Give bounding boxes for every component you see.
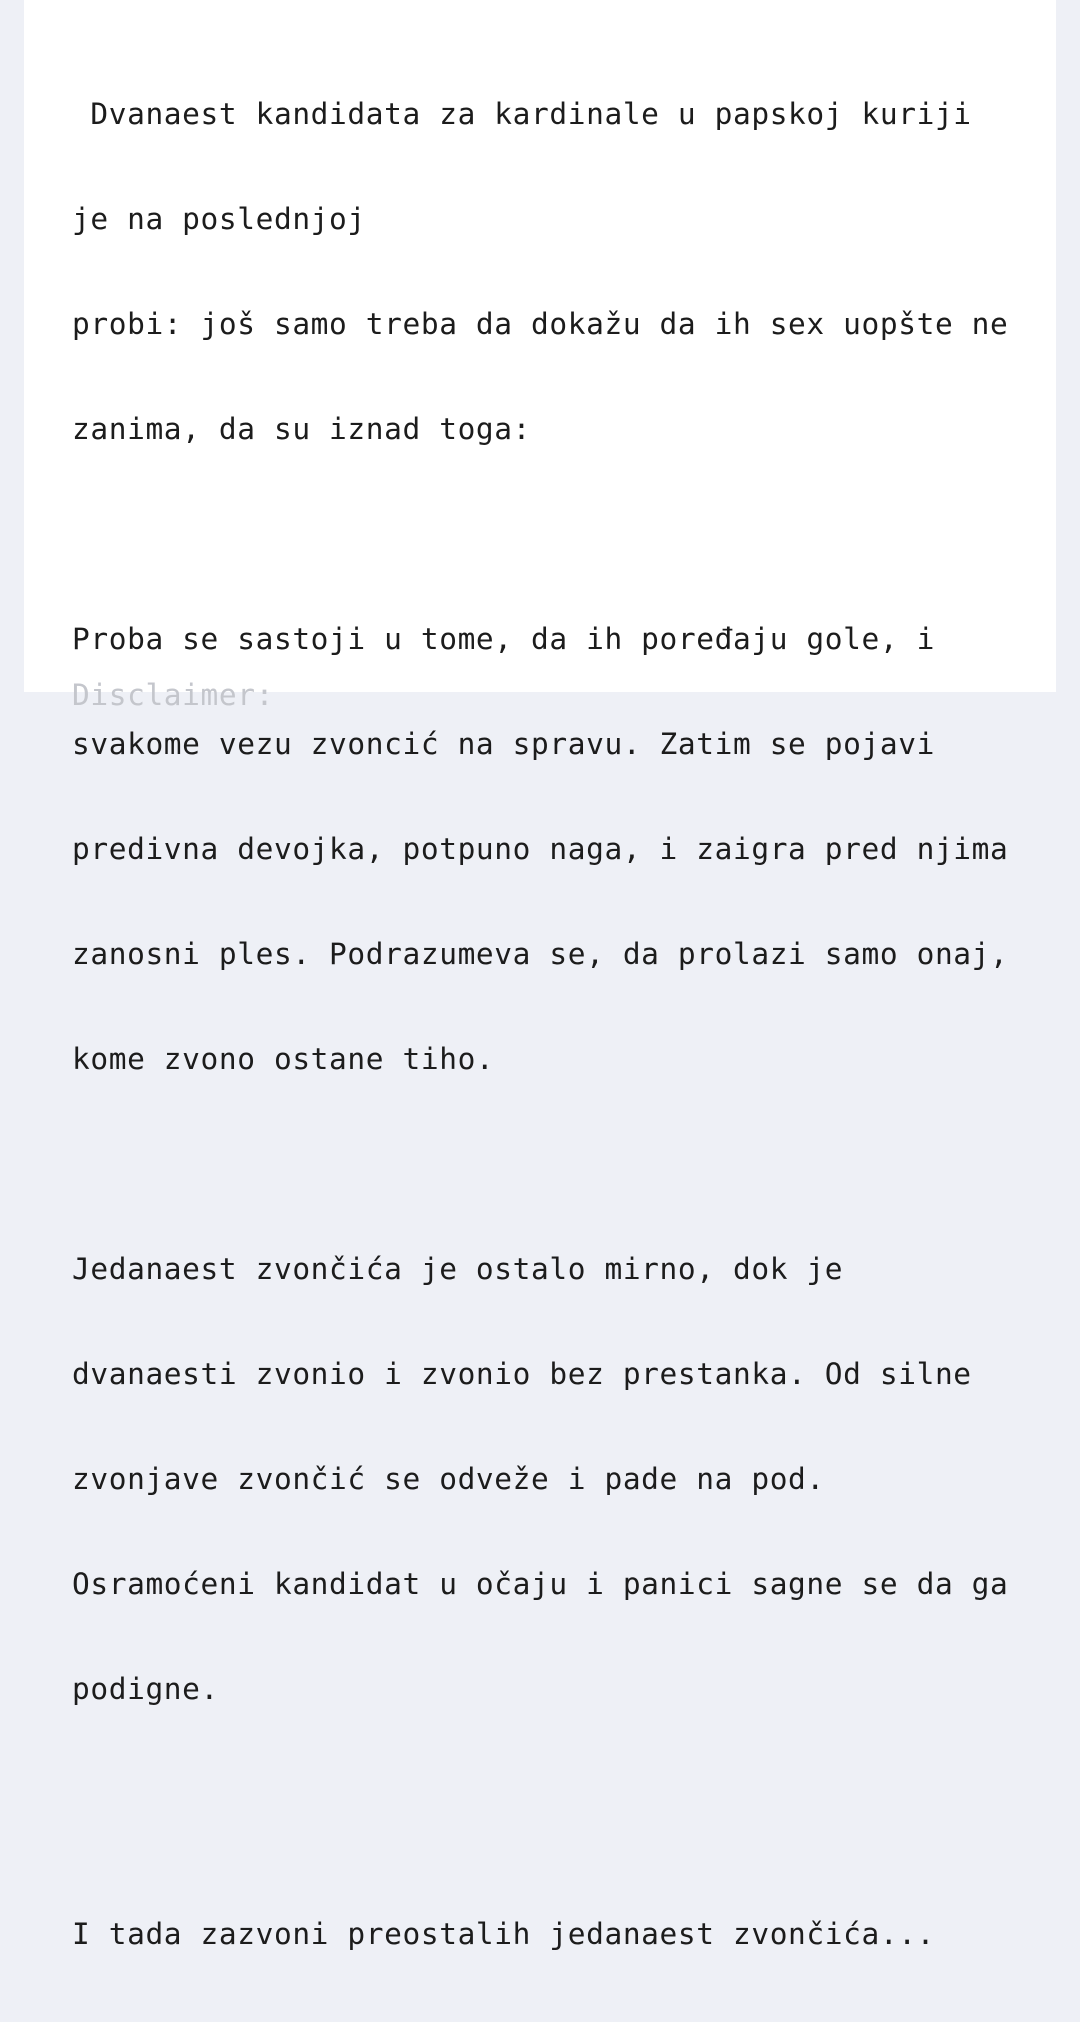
paragraph-2-line-1: Proba se sastoji u tome, da ih poređaju gole, i [72,622,935,656]
paragraph-gap [72,1147,1032,1182]
paragraph-1-line-1: Dvanaest kandidata za kardinale u papskoj kuriji [72,97,972,131]
paragraph-2-line-4: zanosni ples. Podrazumeva se, da prolazi samo onaj, [72,937,1009,971]
paragraph-3-line-4: Osramoćeni kandidat u očaju i panici sagne se da ga [72,1567,1009,1601]
disclaimer-cutoff: Disclaimer: [72,678,274,712]
paragraph-2-line-5: kome zvono ostane tiho. [72,1042,495,1076]
post-card [24,0,1056,1951]
paragraph-2-line-2: svakome vezu zvoncić na spravu. Zatim se pojavi [72,727,935,761]
paragraph-3-line-3: zvonjave zvončić se odveže i pade na pod. [72,1462,825,1496]
paragraph-gap [72,1777,1032,1847]
paragraph-1-line-4: zanima, da su iznad toga: [72,412,532,446]
paragraph-1-line-3: probi: još samo treba da dokažu da ih sex uopšte ne [72,307,1009,341]
paragraph-3-line-2: dvanaesti zvonio i zvonio bez prestanka. Od silne [72,1357,972,1391]
punchline: I tada zazvoni preostalih jedanaest zvončića... [72,1917,935,1951]
post-body [72,27,1032,2022]
paragraph-1-line-2: je na poslednjoj [72,202,366,236]
paragraph-2-line-3: predivna devojka, potpuno naga, i zaigra pred njima [72,832,1009,866]
paragraph-3-line-5: podigne. [72,1672,219,1706]
paragraph-gap [72,517,1032,552]
paragraph-3-line-1: Jedanaest zvončića je ostalo mirno, dok je [72,1252,844,1286]
